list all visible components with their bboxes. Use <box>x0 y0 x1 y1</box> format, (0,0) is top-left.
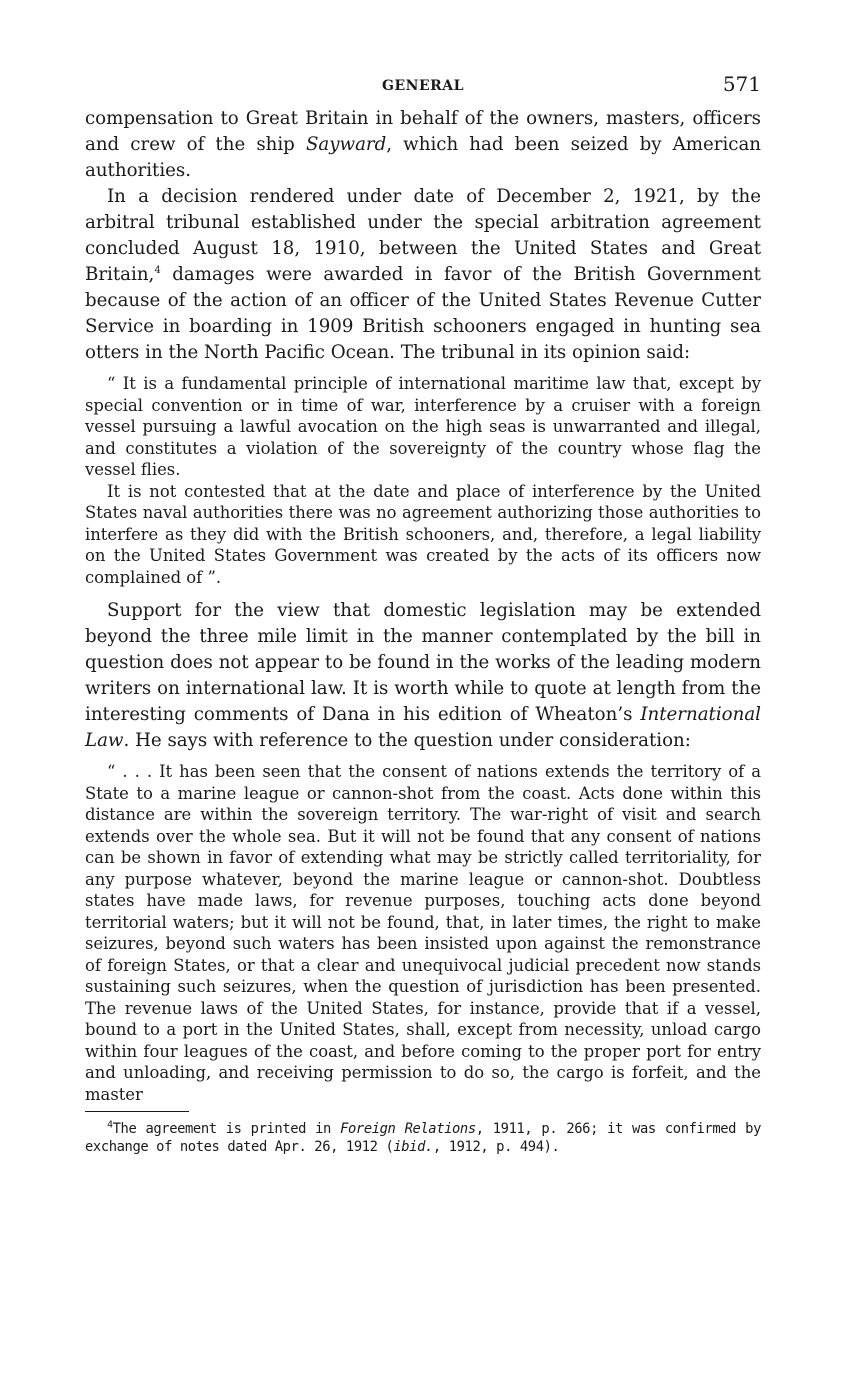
paragraph-support: Support for the view that domestic legislation may be extended beyond the three mile limit in the manner contemplated by the bill in question does not appear to be found in the works of the leading modern writers on international law. It is worth while to quote at length from the interesting comments of Dana in his edition of Wheaton’s International Law. He says with reference to the question under consideration: <box>85 600 761 751</box>
running-head: GENERAL <box>382 78 464 94</box>
book-title: International Law <box>85 704 761 751</box>
paragraph-decision: In a decision rendered under date of December 2, 1921, by the arbitral tribunal established under the special arbitration agreement concluded August 18, 1910, between the United States and Great Britain,$^4$ damages were awarded in favor of the British Government because of the action of an officer of the United States Revenue Cutter Service in boarding in 1909 British schooners engaged in hunting sea otters in the North Pacific Ocean. The tribunal in its opinion said: <box>85 186 761 363</box>
ship-name: Sayward <box>305 134 387 155</box>
tribunal-quote-part1: “ It is a fundamental principle of international maritime law that, except by special convention or in time of war, interference by a cruiser with a foreign vessel pursuing a lawful avocation on the high seas is unwarranted and illegal, and constitutes a violation of the sovereignty of the country whose flag the vessel flies. <box>85 374 761 479</box>
tribunal-quote-part2: It is not contested that at the date and place of interference by the United States naval authorities there was no agreement authorizing those authorities to interfere as they did with the British schooners, and, therefore, a legal liability on the United States Government was created by the acts of its officers now complained of ”. <box>85 481 761 587</box>
dana-quote: “ . . . It has been seen that the consent of nations extends the territory of a State to a marine league or cannon-shot from the coast. Acts done within this distance are within the sovereign territory. The war-right of visit and search extends over the whole sea. But it will not be found that any consent of nations can be shown in favor of extending what may be strictly called territoriality, for any purpose whatever, beyond the marine league or cannon-shot. Doubtless states have made laws, for revenue purposes, touching acts done beyond territorial waters; but it will not be found, that, in later times, the right to make seizures, beyond such waters has been insisted upon against the remonstrance of foreign States, or that a clear and unequivocal judicial precedent now stands sustaining such seizures, when the question of jurisdiction has been presented. The revenue laws of the United States, for instance, provide that if a vessel, bound to a port in the United States, shall, except from necessity, unload cargo within four leagues of the coast, and before coming to the proper port for entry and unloading, and receiving permission to do so, the cargo is forfeit, and the master <box>85 762 761 1104</box>
paragraph-continuation: compensation to Great Britain in behalf of the owners, masters, officers and crew of the ship Sayward, which had been seized by American authorities. <box>85 108 761 181</box>
footnote-reference[interactable]: 4 <box>154 264 161 276</box>
page-header <box>85 72 761 106</box>
footnote-divider <box>85 1111 189 1112</box>
footnote: $^4$The agreement is printed in Foreign Relations, 1911, p. 266; it was confirmed by exchange of notes dated Apr. 26, 1912 (ibid., 1912, p. 494). <box>85 1119 761 1155</box>
document-page <box>85 72 761 1156</box>
page-number: 571 <box>722 72 761 96</box>
footnote-marker: 4 <box>107 1119 113 1131</box>
